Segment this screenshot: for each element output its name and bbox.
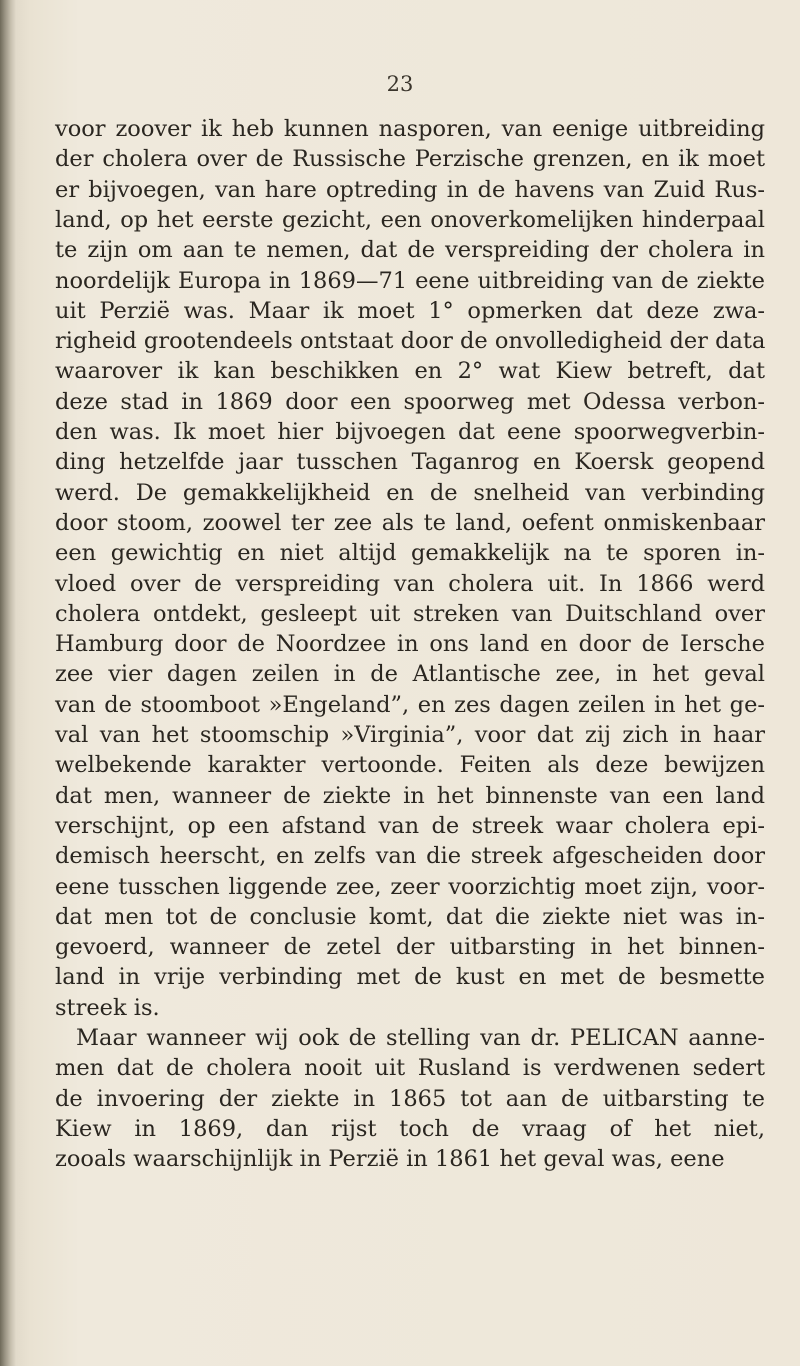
text-line: waarover ik kan beschikken en 2° wat Kiew betreft, dat — [55, 358, 765, 385]
page-number: 23 — [386, 72, 414, 96]
text-line: streek is. — [55, 994, 160, 1021]
text-line: gevoerd, wanneer de zetel der uitbarsting in het binnen- — [55, 934, 765, 961]
text-line: der cholera over de Russische Perzische grenzen, en ik moet — [55, 146, 765, 173]
text-line: zooals waarschijnlijk in Perzië in 1861 het geval was, eene — [55, 1146, 725, 1173]
text-line: verschijnt, op een afstand van de streek waar cholera epi- — [55, 812, 765, 839]
text-line: door stoom, zoowel ter zee als te land, oefent onmiskenbaar — [55, 509, 765, 536]
text-line: land in vrije verbinding met de kust en met de besmette — [55, 964, 765, 991]
text-line: demisch heerscht, en zelfs van die streek afgescheiden door — [55, 843, 765, 870]
text-line: noordelijk Europa in 1869—71 eene uitbreiding van de ziekte — [55, 267, 765, 294]
text-line: ding hetzelfde jaar tusschen Taganrog en Koersk geopend — [55, 449, 765, 476]
text-line: eene tusschen liggende zee, zeer voorzichtig moet zijn, voor- — [55, 873, 765, 900]
text-line: uit Perzië was. Maar ik moet 1° opmerken dat deze zwa- — [55, 297, 765, 324]
text-line: welbekende karakter vertoonde. Feiten als deze bewijzen — [55, 752, 765, 779]
text-line: dat men tot de conclusie komt, dat die ziekte niet was in- — [55, 903, 765, 930]
text-line: de invoering der ziekte in 1865 tot aan de uitbarsting te — [55, 1085, 765, 1112]
text-line: een gewichtig en niet altijd gemakkelijk na te sporen in- — [55, 540, 765, 567]
text-line: dat men, wanneer de ziekte in het binnenste van een land — [55, 782, 765, 809]
text-line: den was. Ik moet hier bijvoegen dat eene spoorwegverbin- — [55, 419, 765, 445]
text-line: deze stad in 1869 door een spoorweg met Odessa verbon- — [55, 388, 765, 415]
text-line: vloed over de verspreiding van cholera uit. In 1866 werd — [55, 570, 765, 597]
text-line: Kiew in 1869, dan rijst toch de vraag of het niet, — [55, 1115, 765, 1142]
text-line: righeid grootendeels ontstaat door de onvolledigheid der data — [55, 328, 766, 355]
text-line: Hamburg door de Noordzee in ons land en door de Iersche — [55, 631, 765, 658]
text-line: voor zoover ik heb kunnen nasporen, van eenige uitbreiding — [55, 116, 765, 142]
text-line: zee vier dagen zeilen in de Atlantische zee, in het geval — [55, 661, 765, 688]
text-line: land, op het eerste gezicht, een onoverkomelijken hinderpaal — [55, 206, 765, 233]
text-line: er bijvoegen, van hare optreding in de havens van Zuid Rus- — [55, 176, 765, 203]
text-line: werd. De gemakkelijkheid en de snelheid van verbinding — [55, 479, 765, 506]
text-line: men dat de cholera nooit uit Rusland is verdwenen sedert — [55, 1055, 765, 1082]
text-line: te zijn om aan te nemen, dat de verspreiding der cholera in — [55, 237, 765, 264]
text-line: van de stoomboot »Engeland”, en zes dagen zeilen in het ge- — [55, 691, 765, 718]
text-line: val van het stoomschip »Virginia”, voor dat zij zich in haar — [55, 722, 765, 748]
text-line: cholera ontdekt, gesleept uit streken van Duitschland over — [55, 600, 765, 627]
text-line: Maar wanneer wij ook de stelling van dr. PELICAN aanne- — [76, 1025, 765, 1051]
